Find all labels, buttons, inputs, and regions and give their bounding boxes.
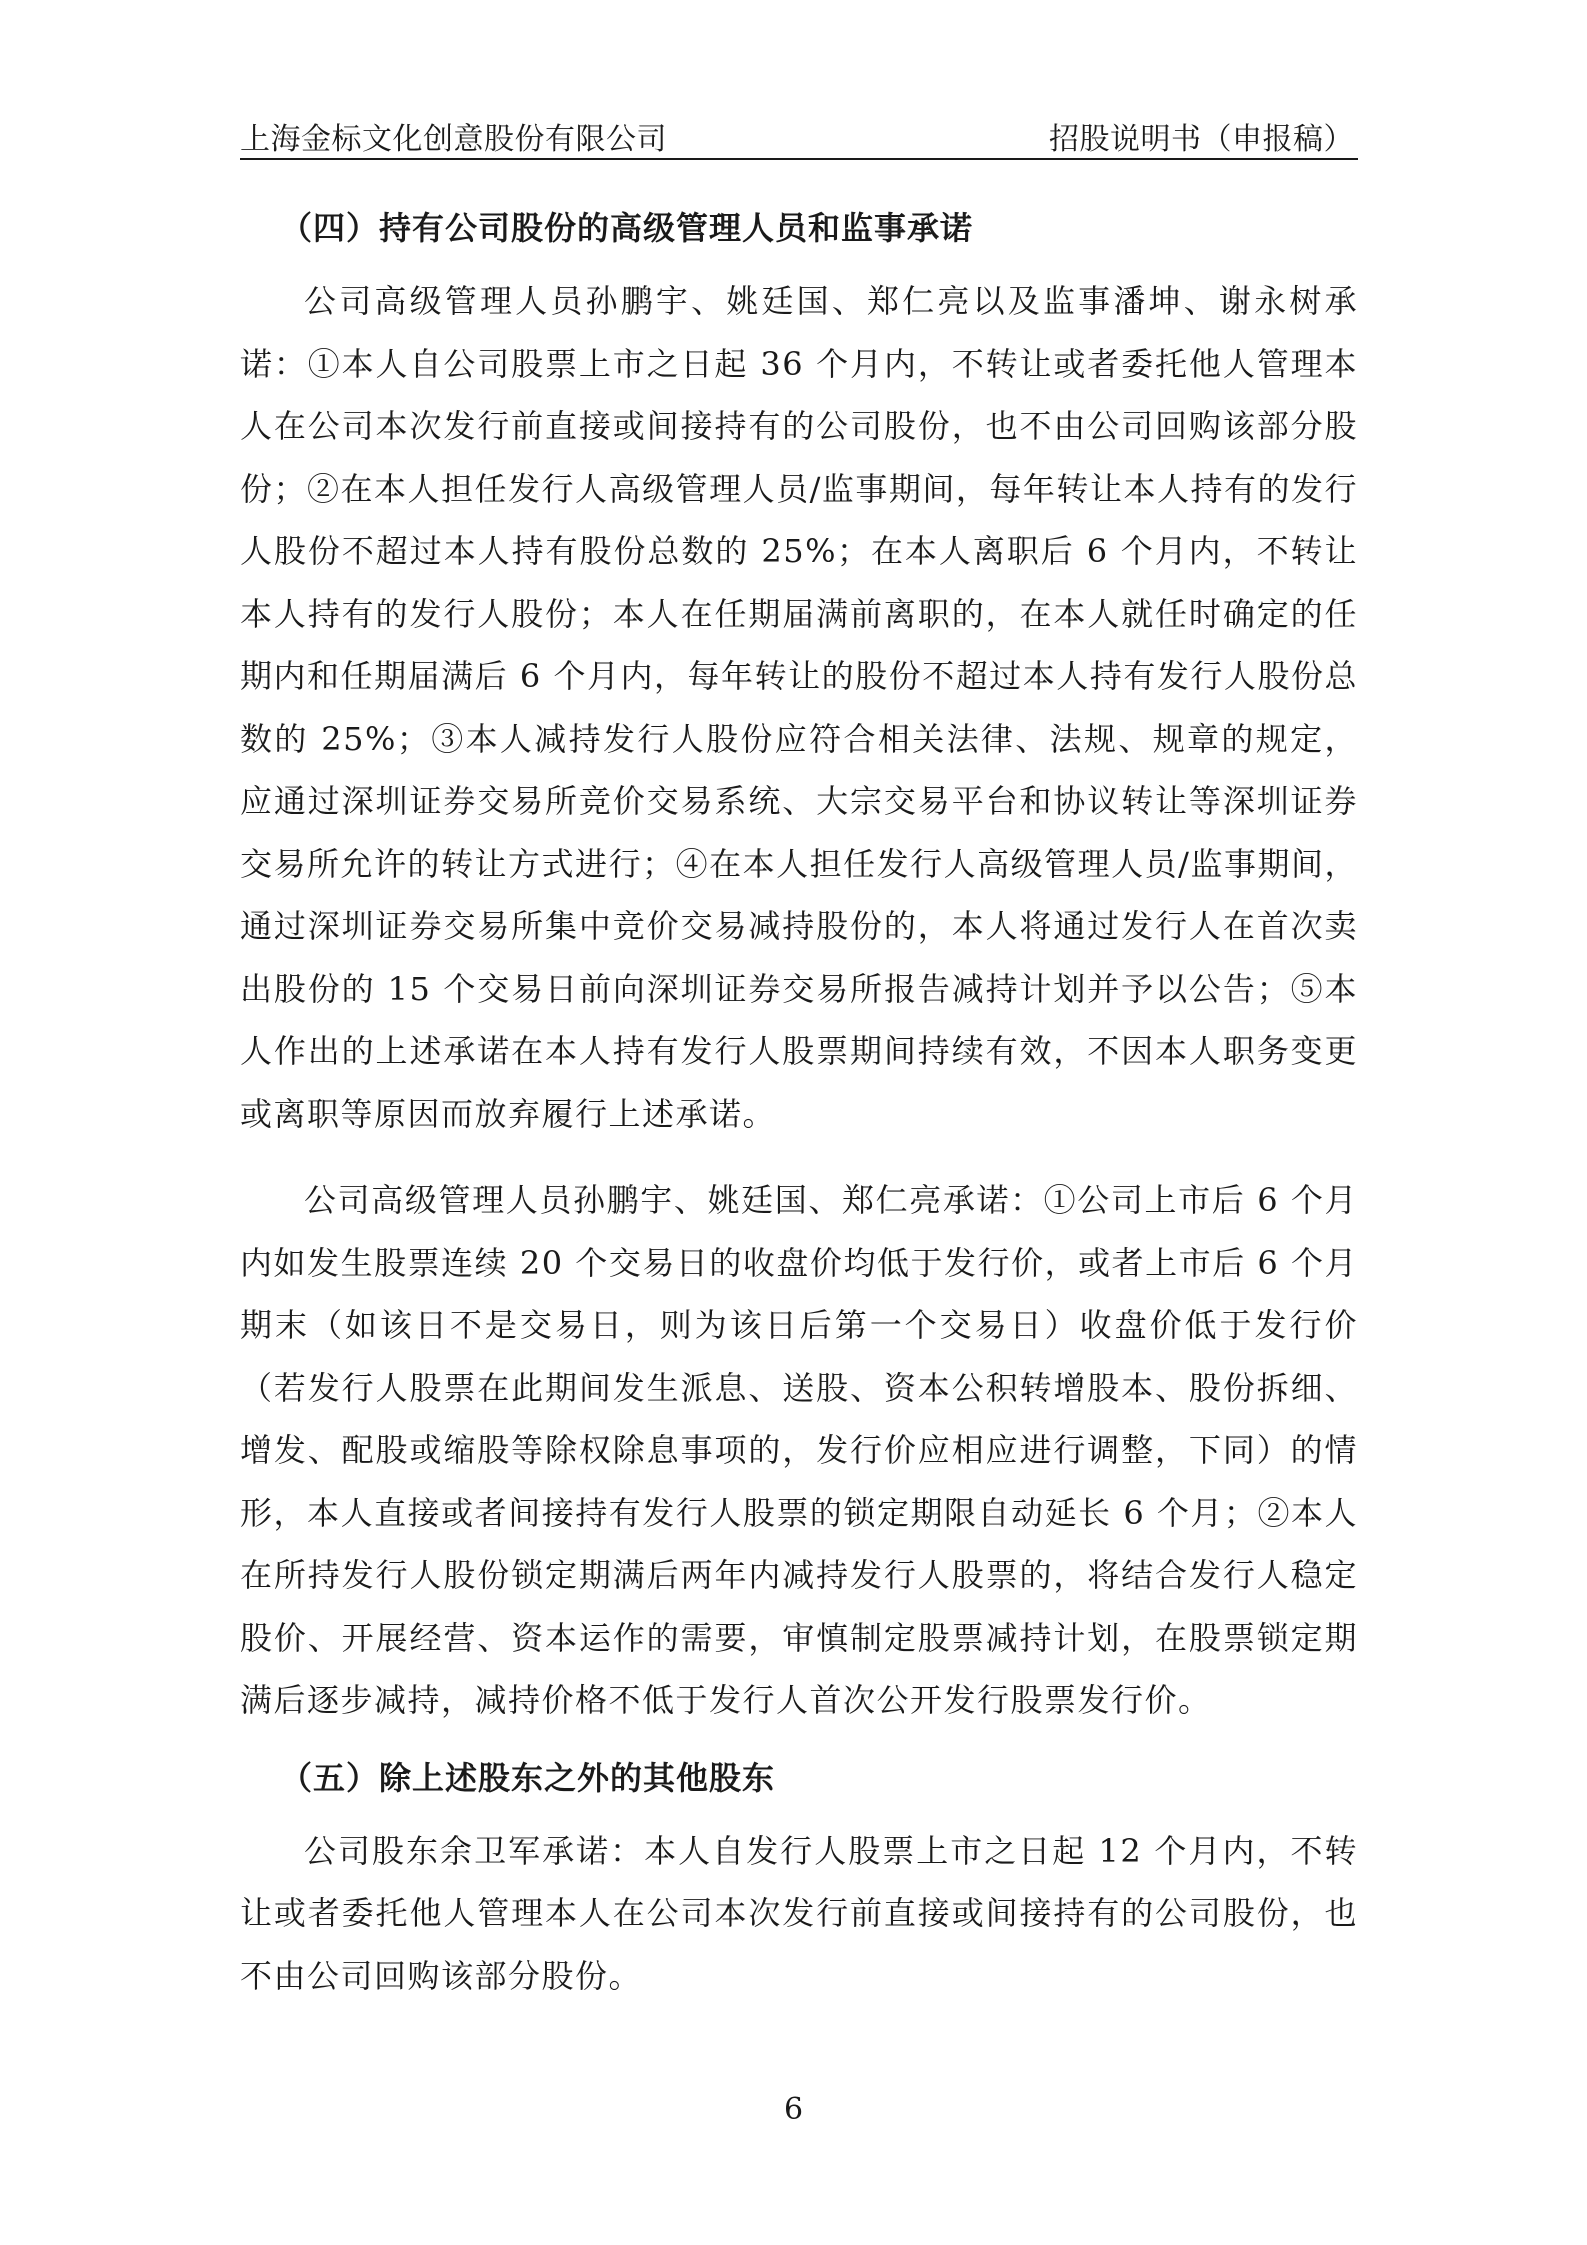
section-4-paragraph-1: 公司高级管理人员孙鹏宇、姚廷国、郑仁亮以及监事潘坤、谢永树承诺：①本人自公司股票上市之日起 36 个月内，不转让或者委托他人管理本人在公司本次发行前直接或间接持有的公司股份，也不由公司回购该部分股份；②在本人担任发行人高级管理人员/监事期间，每年转让本人持有的发行人股份不超过本人持有股份总数的 25%；在本人离职后 6 个月内，不转让本人持有的发行人股份；本人在任期届满前离职的，在本人就任时确定的任期内和任期届满后 6 个月内，每年转让的股份不超过本人持有发行人股份总数的 25%；③本人减持发行人股份应符合相关法律、法规、规章的规定，应通过深圳证券交易所竞价交易系统、大宗交易平台和协议转让等深圳证券交易所允许的转让方式进行；④在本人担任发行人高级管理人员/监事期间，通过深圳证券交易所集中竞价交易减持股份的，本人将通过发行人在首次卖出股份的 15 个交易日前向深圳证券交易所报告减持计划并予以公告；⑤本人作出的上述承诺在本人持有发行人股票期间持续有效，不因本人职务变更或离职等原因而放弃履行上述承诺。 — [240, 282, 1358, 1133]
page-header — [240, 110, 1358, 160]
page-body — [240, 196, 1358, 2031]
page-number: 6 — [783, 2092, 804, 2127]
section-5-heading: （五）除上述股东之外的其他股东 — [280, 1758, 776, 1797]
section-4-paragraph-2: 公司高级管理人员孙鹏宇、姚廷国、郑仁亮承诺：①公司上市后 6 个月内如发生股票连续 20 个交易日的收盘价均低于发行价，或者上市后 6 个月期末（如该日不是交易日，则为该日后第一个交易日）收盘价低于发行价（若发行人股票在此期间发生派息、送股、资本公积转增股本、股份拆细、增发、配股或缩股等除权除息事项的，发行价应相应进行调整，下同）的情形，本人直接或者间接持有发行人股票的锁定期限自动延长 6 个月；②本人在所持发行人股份锁定期满后两年内减持发行人股票的，将结合发行人稳定股价、开展经营、资本运作的需要，审慎制定股票减持计划，在股票锁定期满后逐步减持，减持价格不低于发行人首次公开发行股票发行价。 — [240, 1181, 1358, 1719]
section-4-heading: （四）持有公司股份的高级管理人员和监事承诺 — [280, 209, 974, 247]
section-5-paragraph-1: 公司股东余卫军承诺：本人自发行人股票上市之日起 12 个月内，不转让或者委托他人管理本人在公司本次发行前直接或间接持有的公司股份，也不由公司回购该部分股份。 — [240, 1831, 1358, 1995]
header-document-type: 招股说明书（申报稿） — [1049, 122, 1354, 157]
header-company-name: 上海金标文化创意股份有限公司 — [240, 122, 667, 157]
